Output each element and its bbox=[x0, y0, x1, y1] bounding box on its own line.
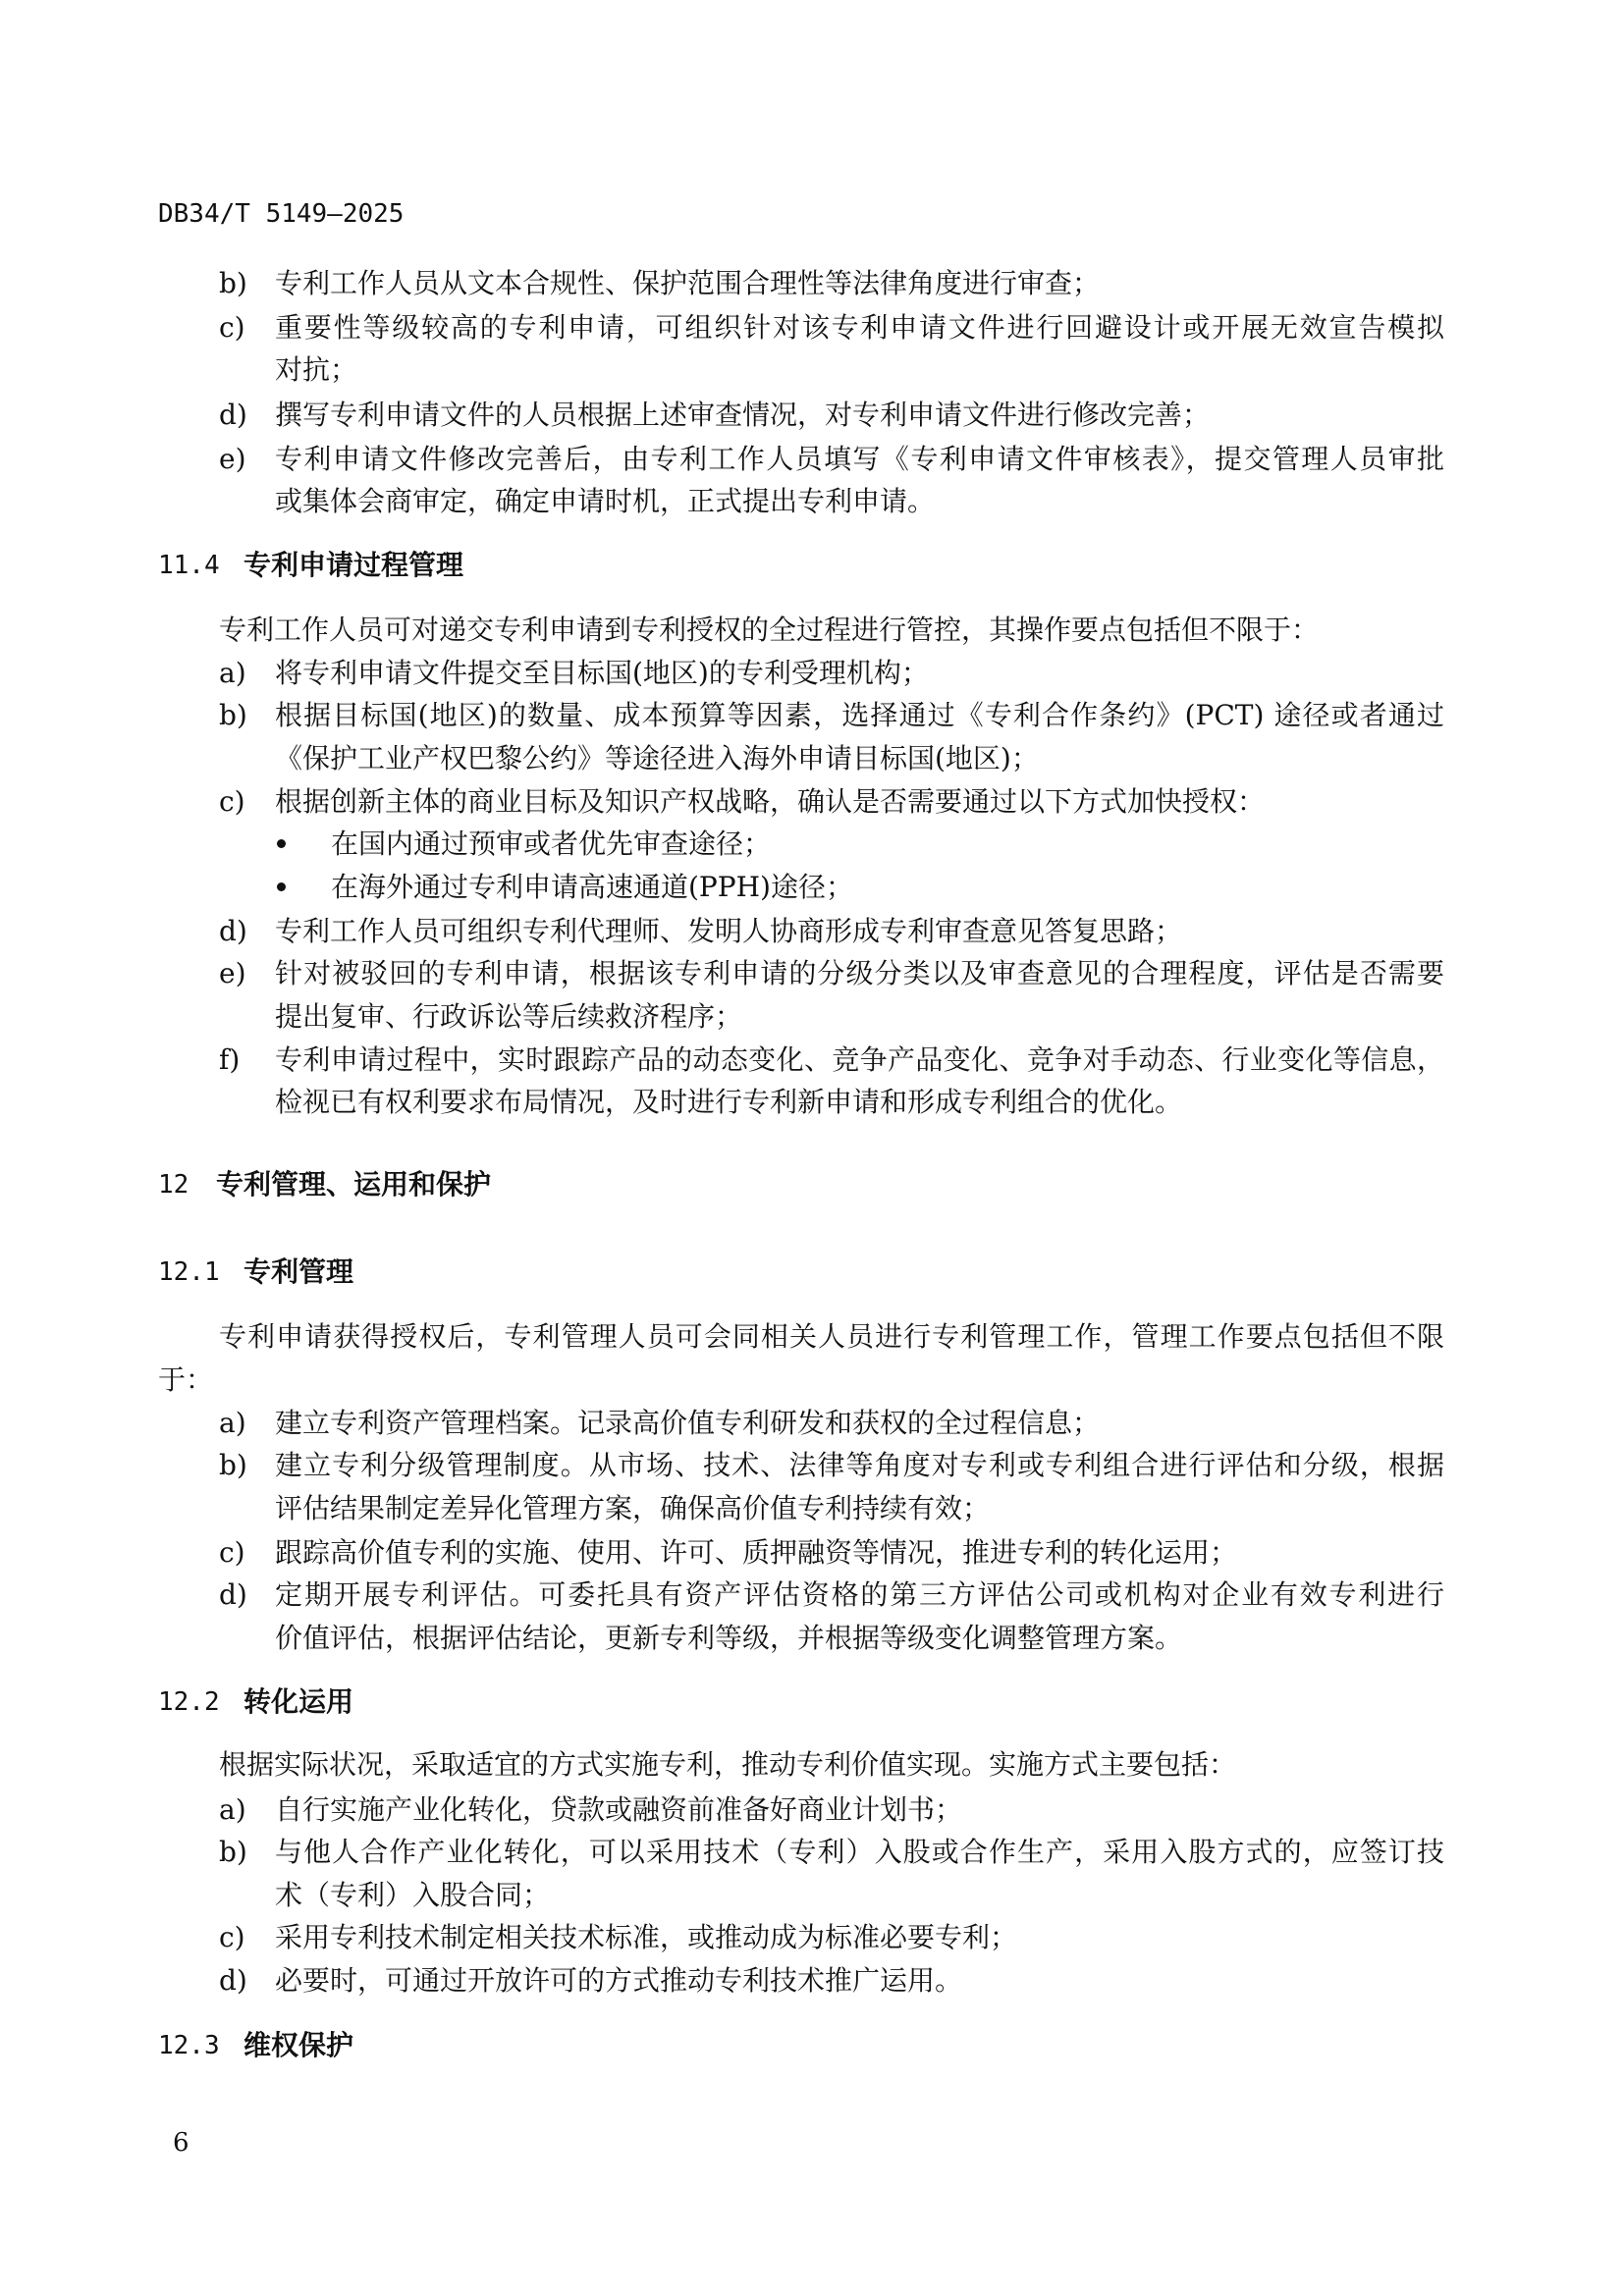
section-intro: 专利工作人员可对递交专利申请到专利授权的全过程进行管控，其操作要点包括但不限于： bbox=[219, 614, 1320, 646]
list-text: 检视已有权利要求布局情况，及时进行专利新申请和形成专利组合的优化。 bbox=[275, 1086, 1183, 1118]
list-label: c) bbox=[219, 785, 245, 818]
list-label: a) bbox=[219, 1793, 246, 1826]
list-label: c) bbox=[219, 1921, 245, 1953]
list-text: 与他人合作产业化转化，可以采用技术（专利）入股或合作生产，采用入股方式的，应签订技 bbox=[275, 1836, 1444, 1868]
document-code-header: DB34/T 5149—2025 bbox=[158, 199, 405, 229]
list-text: 专利工作人员从文本合规性、保护范围合理性等法律角度进行审查； bbox=[275, 267, 1101, 299]
list-text: 专利工作人员可组织专利代理师、发明人协商形成专利审查意见答复思路； bbox=[275, 915, 1183, 947]
bullet-text: 在海外通过专利申请高速通道(PPH)途径； bbox=[331, 871, 853, 903]
list-text: 建立专利资产管理档案。记录高价值专利研发和获权的全过程信息； bbox=[275, 1407, 1101, 1439]
list-label: b) bbox=[219, 1449, 247, 1481]
chapter-number: 12 bbox=[158, 1170, 189, 1200]
list-label: d) bbox=[219, 915, 247, 947]
section-number: 12.1 bbox=[158, 1257, 220, 1287]
list-text: 定期开展专利评估。可委托具有资产评估资格的第三方评估公司或机构对企业有效专利进行 bbox=[275, 1578, 1444, 1611]
bullet-text: 在国内通过预审或者优先审查途径； bbox=[331, 828, 772, 860]
list-label: d) bbox=[219, 1964, 247, 1997]
list-text: 专利申请文件修改完善后，由专利工作人员填写《专利申请文件审核表》，提交管理人员审批 bbox=[275, 443, 1444, 475]
list-text: 跟踪高价值专利的实施、使用、许可、质押融资等情况，推进专利的转化运用； bbox=[275, 1536, 1238, 1569]
list-text: 专利申请过程中，实时跟踪产品的动态变化、竞争产品变化、竞争对手动态、行业变化等信息， bbox=[275, 1043, 1444, 1076]
list-text: 根据目标国(地区)的数量、成本预算等因素，选择通过《专利合作条约》(PCT) 途径或者通过 bbox=[275, 699, 1444, 731]
section-number: 11.4 bbox=[158, 551, 220, 580]
section-title: 专利管理 bbox=[244, 1255, 354, 1288]
list-text: 采用专利技术制定相关技术标准，或推动成为标准必要专利； bbox=[275, 1921, 1018, 1953]
list-label: b) bbox=[219, 267, 247, 299]
list-text: 或集体会商审定，确定申请时机，正式提出专利申请。 bbox=[275, 485, 936, 517]
list-text: 术（专利）入股合同； bbox=[275, 1879, 551, 1911]
list-label: c) bbox=[219, 311, 245, 344]
list-text: 对抗； bbox=[275, 353, 358, 386]
list-text: 建立专利分级管理制度。从市场、技术、法律等角度对专利或专利组合进行评估和分级，根据 bbox=[275, 1449, 1444, 1481]
chapter-title: 专利管理、运用和保护 bbox=[216, 1168, 492, 1201]
bullet-icon bbox=[277, 839, 286, 848]
section-intro: 根据实际状况，采取适宜的方式实施专利，推动专利价值实现。实施方式主要包括： bbox=[219, 1748, 1237, 1781]
section-intro: 专利申请获得授权后，专利管理人员可会同相关人员进行专利管理工作，管理工作要点包括但不限 bbox=[219, 1320, 1444, 1353]
section-intro: 于： bbox=[158, 1363, 214, 1396]
section-title: 维权保护 bbox=[244, 2029, 354, 2061]
list-text: 根据创新主体的商业目标及知识产权战略，确认是否需要通过以下方式加快授权： bbox=[275, 785, 1266, 818]
list-text: 价值评估，根据评估结论，更新专利等级，并根据等级变化调整管理方案。 bbox=[275, 1622, 1183, 1654]
list-text: 《保护工业产权巴黎公约》等途径进入海外申请目标国(地区)； bbox=[275, 742, 1039, 774]
list-text: 必要时，可通过开放许可的方式推动专利技术推广运用。 bbox=[275, 1964, 963, 1997]
list-text: 评估结果制定差异化管理方案，确保高价值专利持续有效； bbox=[275, 1492, 991, 1524]
section-title: 转化运用 bbox=[244, 1685, 354, 1718]
list-label: e) bbox=[219, 443, 246, 475]
list-label: c) bbox=[219, 1536, 245, 1569]
list-label: a) bbox=[219, 657, 246, 689]
list-label: d) bbox=[219, 1578, 247, 1611]
section-number: 12.3 bbox=[158, 2031, 220, 2060]
list-label: a) bbox=[219, 1407, 246, 1439]
list-text: 将专利申请文件提交至目标国(地区)的专利受理机构； bbox=[275, 657, 929, 689]
list-label: f) bbox=[219, 1043, 241, 1076]
list-text: 撰写专利申请文件的人员根据上述审查情况，对专利申请文件进行修改完善； bbox=[275, 399, 1211, 431]
list-text: 重要性等级较高的专利申请，可组织针对该专利申请文件进行回避设计或开展无效宣告模拟 bbox=[275, 311, 1444, 344]
page-number: 6 bbox=[173, 2128, 189, 2158]
list-text: 针对被驳回的专利申请，根据该专利申请的分级分类以及审查意见的合理程度，评估是否需要 bbox=[275, 957, 1444, 989]
list-label: e) bbox=[219, 957, 246, 989]
list-label: d) bbox=[219, 399, 247, 431]
section-number: 12.2 bbox=[158, 1687, 220, 1717]
bullet-icon bbox=[277, 882, 286, 891]
list-text: 提出复审、行政诉讼等后续救济程序； bbox=[275, 1000, 743, 1033]
list-text: 自行实施产业化转化，贷款或融资前准备好商业计划书； bbox=[275, 1793, 963, 1826]
list-label: b) bbox=[219, 1836, 247, 1868]
section-title: 专利申请过程管理 bbox=[244, 549, 464, 581]
list-label: b) bbox=[219, 699, 247, 731]
